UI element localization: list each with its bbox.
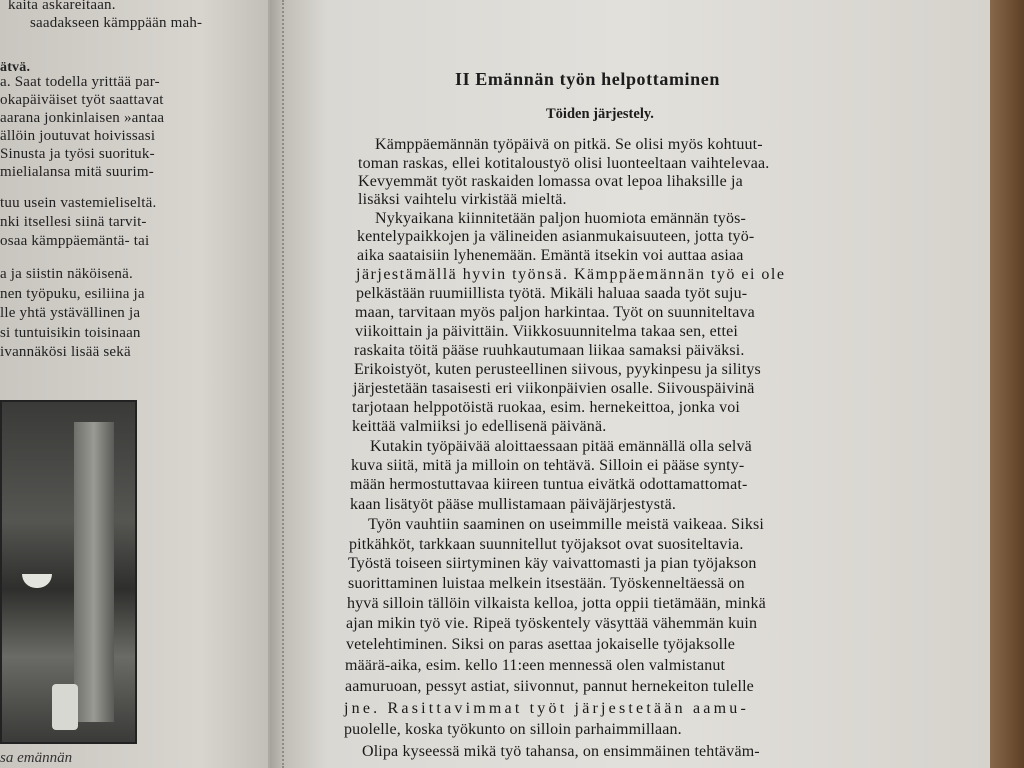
- body-line: kaan lisätyöt pääse mullistamaan päiväjärjestystä.: [350, 496, 677, 513]
- body-line: aika saataisiin lyhenemään. Emäntä itsekin voi auttaa asiaa: [357, 247, 744, 264]
- left-line: mielialansa mitä suurim-: [0, 164, 154, 180]
- body-line: ajan mikin työ vie. Ripeä työskentely väsyttää vähemmän kuin: [346, 615, 758, 632]
- body-line: pitkähköt, tarkkaan suunnitellut työjaksot ovat suositeltavia.: [349, 536, 744, 553]
- left-line: a ja siistin näköisenä.: [0, 266, 133, 282]
- body-line: vetelehtiminen. Siksi on paras asettaa jokaiselle työjaksolle: [346, 636, 736, 653]
- left-page-text: [0, 0, 270, 400]
- chapter-heading: II Emännän työn helpottaminen: [455, 69, 720, 89]
- left-line: ivannäkösi lisää sekä: [0, 344, 131, 360]
- book-binding-shadow: [268, 0, 294, 768]
- left-line: ällöin joutuvat hoivissasi: [0, 128, 156, 144]
- left-line: nen työpuku, esiliina ja: [0, 286, 145, 302]
- body-line: jne. Rasittavimmat työt järjestetään aamu-: [344, 700, 749, 717]
- left-line: ätvä.: [0, 60, 31, 75]
- left-line: lle yhtä ystävällinen ja: [0, 305, 141, 321]
- left-line: a. Saat todella yrittää par-: [0, 74, 160, 90]
- kitchen-photo: [0, 400, 137, 744]
- left-line: tuu usein vastemieliseltä.: [0, 195, 157, 211]
- photo-bowl: [22, 574, 52, 588]
- body-line: Kevyemmät työt raskaiden lomassa ovat lepoa lihaksille ja: [358, 173, 743, 190]
- body-line: kentelypaikkojen ja välineiden asianmukaisuuteen, jotta työ-: [357, 228, 755, 245]
- photo-caption: sa emännän: [0, 750, 73, 766]
- left-line: nki itsellesi siinä tarvit-: [0, 214, 147, 230]
- left-line: kaita askareitaan.: [8, 0, 116, 13]
- body-line: toman raskas, ellei kotitaloustyö olisi luonteeltaan vaihtelevaa.: [358, 155, 770, 172]
- body-line: puolelle, koska työkunto on silloin parhaimmillaan.: [344, 721, 682, 738]
- body-line: Työn vauhtiin saaminen on useimmille meistä vaikeaa. Siksi: [368, 516, 764, 533]
- body-line: Erikoistyöt, kuten perusteellinen siivous, pyykinpesu ja silitys: [354, 361, 761, 378]
- body-line: Nykyaikana kiinnitetään paljon huomiota emännän työs-: [375, 210, 746, 227]
- body-line: järjestetään tasaisesti eri viikonpäivien osalle. Siivouspäivinä: [353, 380, 755, 397]
- body-line: kuva siitä, mitä ja milloin on tehtävä. Silloin ei pääse synty-: [351, 457, 745, 474]
- left-line: osaa kämppäemäntä- tai: [0, 233, 150, 249]
- body-line: Kämppäemännän työpäivä on pitkä. Se olisi myös kohtuut-: [375, 136, 763, 153]
- body-line: Työstä toiseen siirtyminen käy vaivattomasti ja pian työjakson: [348, 555, 757, 572]
- photo-door: [74, 422, 114, 722]
- left-line: aarana jonkinlaisen »antaa: [0, 110, 165, 126]
- body-line: viikoittain ja päivittäin. Viikkosuunnitelma takaa sen, ettei: [355, 323, 738, 340]
- binding-stitches: [282, 0, 288, 768]
- body-line: Olipa kyseessä mikä työ tahansa, on ensimmäinen tehtäväm-: [362, 743, 760, 760]
- body-line: suorittaminen luistaa melkein itsestään. Työskenneltäessä on: [348, 575, 745, 592]
- body-line: Kutakin työpäivää aloittaessaan pitää emännällä olla selvä: [370, 438, 752, 455]
- body-line: mään hermostuttavaa kiireen tuntua eivätkä odottamattomat-: [350, 476, 748, 493]
- body-line: raskaita töitä pääse ruuhkautumaan liikaa samaksi päiväksi.: [354, 342, 745, 359]
- body-line: määrä-aika, esim. kello 11:een mennessä olen valmistanut: [345, 657, 726, 674]
- body-line: järjestämällä hyvin työnsä. Kämppäemännän työ ei ole: [356, 266, 786, 283]
- body-line: pelkästään ruumiillista työtä. Mikäli haluaa saada työt suju-: [356, 285, 748, 302]
- left-line: saadakseen kämppään mah-: [30, 15, 203, 31]
- left-line: si tuntuisikin toisinaan: [0, 325, 141, 341]
- left-line: Sinusta ja työsi suorituk-: [0, 146, 155, 162]
- body-line: maan, tarvitaan myös paljon harkintaa. Työt on suunniteltava: [355, 304, 755, 321]
- body-line: keittää valmiiksi jo edellisenä päivänä.: [352, 418, 607, 435]
- photo-jar: [52, 684, 78, 730]
- section-subheading: Töiden järjestely.: [546, 106, 654, 122]
- body-line: tarjotaan helppotöistä ruokaa, esim. hernekeittoa, jonka voi: [352, 399, 740, 416]
- body-line: aamuruoan, pessyt astiat, siivonnut, pannut hernekeiton tulelle: [345, 678, 754, 695]
- left-line: okapäiväiset työt saattavat: [0, 92, 164, 108]
- body-line: lisäksi vaihtelu virkistää mieltä.: [358, 191, 567, 208]
- body-line: hyvä silloin tällöin vilkaista kelloa, jotta oppii tietämään, minkä: [347, 595, 766, 612]
